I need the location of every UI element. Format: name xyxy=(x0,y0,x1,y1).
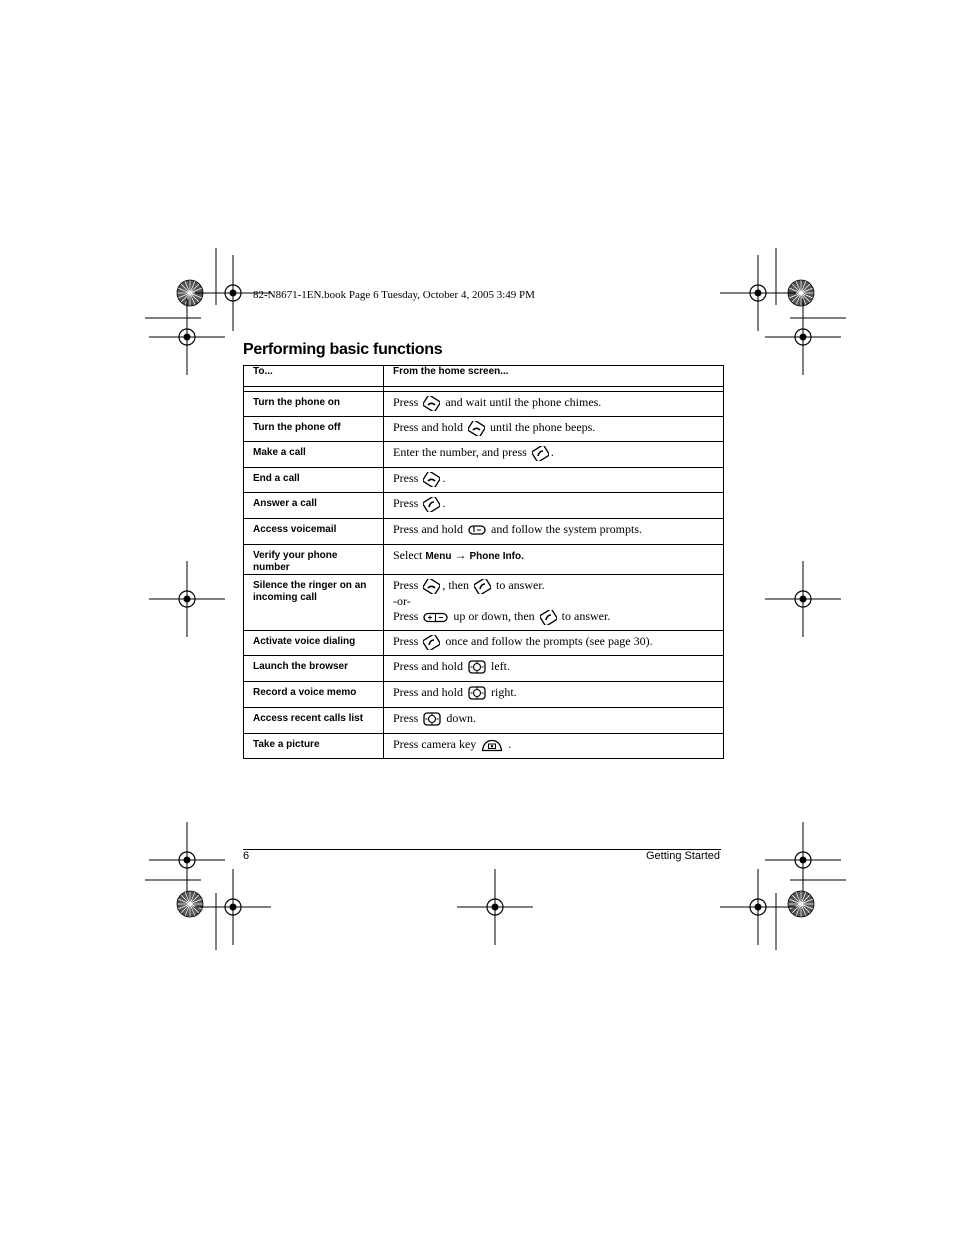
navigation-key-icon xyxy=(423,712,441,726)
header-action: To... xyxy=(244,366,384,387)
instruction-text: once and follow the prompts (see page 30). xyxy=(445,634,653,648)
send-key-icon xyxy=(540,610,557,625)
instruction-text: Press xyxy=(393,471,419,485)
row-instruction xyxy=(384,468,724,493)
table-row xyxy=(244,417,724,442)
row-action: Turn the phone off xyxy=(244,417,384,442)
instruction-text: up or down, then xyxy=(453,608,535,623)
page-title: Performing basic functions xyxy=(243,341,443,358)
row-instruction xyxy=(384,493,724,519)
instruction-text: Enter the number, and press xyxy=(393,445,527,459)
table-row xyxy=(244,631,724,656)
instruction-text: Press and hold xyxy=(393,522,463,536)
or-separator: -or- xyxy=(393,593,411,608)
row-action: Answer a call xyxy=(244,493,384,519)
instruction-text: Press xyxy=(393,711,419,725)
row-instruction xyxy=(384,575,724,631)
instruction-text: to answer. xyxy=(561,608,611,623)
row-action: Record a voice memo xyxy=(244,682,384,708)
instruction-text: Press xyxy=(393,395,419,409)
volume-key-icon xyxy=(423,612,448,623)
table-row xyxy=(244,656,724,682)
row-action: Access recent calls list xyxy=(244,708,384,734)
instruction-text: Press xyxy=(393,634,419,648)
instruction-text: Press xyxy=(393,608,419,623)
table-row xyxy=(244,545,724,575)
instruction-text: Select xyxy=(393,548,423,562)
table-header-row xyxy=(244,366,724,387)
instruction-text: and follow the system prompts. xyxy=(491,522,642,536)
row-action: Activate voice dialing xyxy=(244,631,384,656)
send-key-icon xyxy=(423,635,440,650)
phone-info-label: Phone Info. xyxy=(469,551,524,562)
instruction-text: to answer. xyxy=(496,578,545,592)
row-action: Launch the browser xyxy=(244,656,384,682)
instruction-text: . xyxy=(550,445,554,459)
menu-label: Menu xyxy=(425,551,452,562)
row-instruction xyxy=(384,519,724,545)
row-instruction xyxy=(384,734,724,759)
instruction-text: Press xyxy=(393,578,419,592)
instruction-text: Press and hold xyxy=(393,685,463,699)
row-action: Take a picture xyxy=(244,734,384,759)
arrow-glyph: → xyxy=(454,548,467,562)
page-number: 6 xyxy=(243,850,250,862)
end-key-icon xyxy=(423,396,440,411)
table-row xyxy=(244,708,724,734)
instruction-text: . xyxy=(442,496,446,510)
table-row xyxy=(244,392,724,417)
navigation-key-icon xyxy=(468,660,486,674)
instruction-text: until the phone beeps. xyxy=(490,420,596,434)
row-instruction xyxy=(384,417,724,442)
table-row xyxy=(244,575,724,631)
row-instruction xyxy=(384,631,724,656)
table-row xyxy=(244,442,724,468)
row-instruction xyxy=(384,392,724,417)
row-action: Access voicemail xyxy=(244,519,384,545)
header-instruction: From the home screen... xyxy=(384,366,724,387)
instruction-text: right. xyxy=(491,685,517,699)
end-key-icon xyxy=(468,421,485,436)
basic-functions-table xyxy=(243,365,724,759)
instruction-text: Press and hold xyxy=(393,659,463,673)
table-row xyxy=(244,493,724,519)
row-instruction xyxy=(384,442,724,468)
instruction-text: down. xyxy=(446,711,477,725)
table-row xyxy=(244,468,724,493)
row-action: Verify your phone number xyxy=(244,545,384,575)
end-key-icon xyxy=(423,472,440,487)
end-key-icon xyxy=(423,579,440,594)
row-action: Turn the phone on xyxy=(244,392,384,417)
instruction-text: Press xyxy=(393,496,419,510)
print-slug: 82-N8671-1EN.book Page 6 Tuesday, October 4, 2005 3:49 PM xyxy=(253,289,535,301)
instruction-text: Press and hold xyxy=(393,420,463,434)
table-row xyxy=(244,519,724,545)
row-action: Silence the ringer on an incoming call xyxy=(244,575,384,631)
instruction-text: . xyxy=(442,471,446,485)
voicemail-key-1-icon xyxy=(468,524,486,536)
instruction-text: Press camera key xyxy=(393,737,477,751)
send-key-icon xyxy=(474,579,491,594)
row-instruction xyxy=(384,545,724,575)
row-instruction xyxy=(384,682,724,708)
instruction-text: left. xyxy=(491,659,510,673)
row-action: End a call xyxy=(244,468,384,493)
send-key-icon xyxy=(532,446,549,461)
row-action: Make a call xyxy=(244,442,384,468)
navigation-key-icon xyxy=(468,686,486,700)
row-instruction xyxy=(384,656,724,682)
instruction-text: and wait until the phone chimes. xyxy=(445,395,602,409)
camera-key-icon xyxy=(481,739,503,752)
instruction-text: . xyxy=(508,737,512,751)
row-instruction xyxy=(384,708,724,734)
section-name: Getting Started xyxy=(646,850,720,862)
instruction-text: , then xyxy=(442,578,470,592)
table-row xyxy=(244,734,724,759)
table-row xyxy=(244,682,724,708)
send-key-icon xyxy=(423,497,440,512)
